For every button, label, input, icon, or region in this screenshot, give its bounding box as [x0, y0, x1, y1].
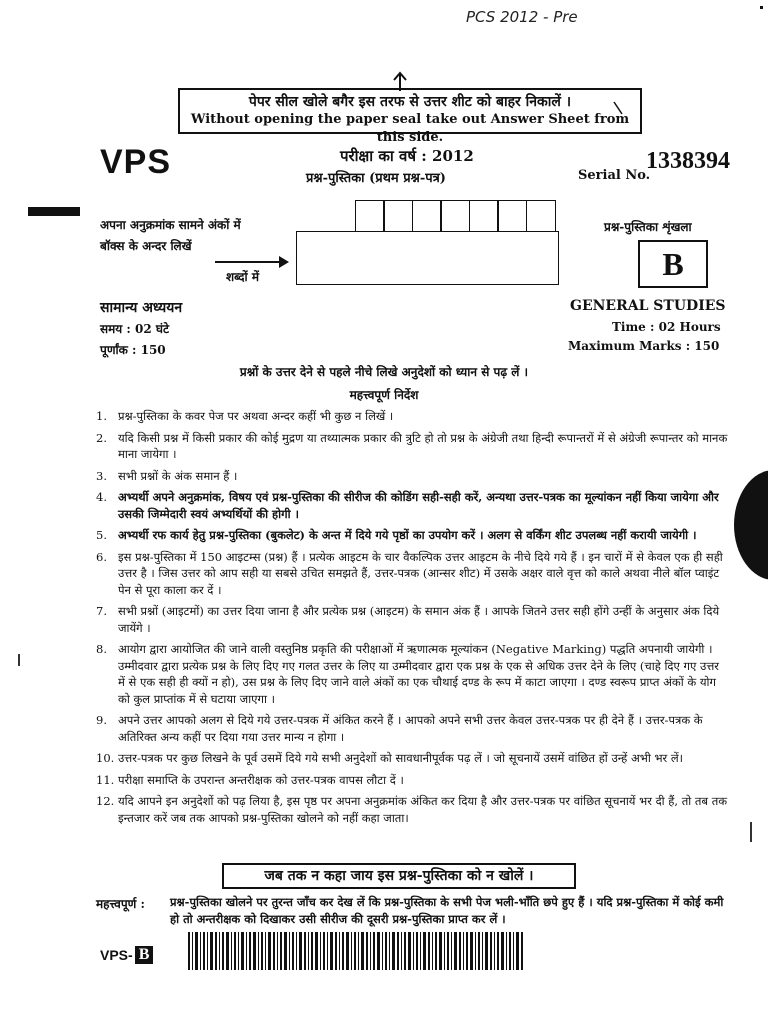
roll-digit-box[interactable]	[355, 200, 385, 232]
time-hindi: समय : 02 घंटे	[100, 322, 170, 336]
marks-hindi: पूर्णांक : 150	[100, 343, 166, 357]
roll-digit-box[interactable]	[526, 200, 556, 232]
right-arrow-icon	[279, 256, 289, 268]
important-heading: महत्त्वपूर्ण निर्देश	[349, 388, 419, 402]
vps-logo: VPS	[100, 143, 172, 181]
marks-english: Maximum Marks : 150	[568, 339, 720, 353]
roll-digit-box[interactable]	[412, 200, 442, 232]
exam-year: परीक्षा का वर्ष : 2012	[340, 147, 474, 165]
list-item: 4. अभ्यर्थी अपने अनुक्रमांक, विषय एवं प्रश्न-पुस्तिका की सीरीज की कोडिंग सही-सही करें, अन्यथा उत्तर-पत्रक का मूल्यांकन नहीं किया जायेगा और उसकी जिम्मेदारी स्वयं अभ्यर्थियों की होगी ।	[96, 490, 719, 521]
serial-label: Serial No.	[578, 168, 651, 183]
time-english: Time : 02 Hours	[612, 320, 721, 334]
roll-in-words-box[interactable]	[296, 231, 559, 285]
edge-mark	[18, 654, 20, 666]
roll-digit-box[interactable]	[383, 200, 413, 232]
subject-hindi: सामान्य अध्ययन	[100, 300, 183, 316]
answer-sheet-banner	[178, 88, 642, 145]
do-not-open-notice: जब तक न कहा जाय इस प्रश्न-पुस्तिका को न खोलें ।	[222, 863, 576, 889]
banner-english: Without opening the paper seal take out Answer Sheet from this side.	[190, 112, 630, 145]
margin-mark	[28, 207, 80, 216]
note-text: प्रश्न-पुस्तिका खोलने पर तुरन्त जाँच कर देख लें कि प्रश्न-पुस्तिका के सभी पेज भली-भाँति छपे हुए हैं । यदि प्रश्न-पुस्तिका में कोई कमी हो तो अन्तरीक्षक को दिखाकर उसी सीरीज की दूसरी प्रश्न-पुस्तिका प्राप्त कर लें ।	[170, 895, 724, 926]
roll-instruction-1: अपना अनुक्रमांक सामने अंकों में	[100, 218, 241, 232]
booklet-title: प्रश्न-पुस्तिका (प्रथम प्रश्न-पत्र)	[306, 171, 446, 186]
series-footer	[100, 946, 153, 964]
list-item: 10. उत्तर-पत्रक पर कुछ लिखने के पूर्व उसमें दिये गये सभी अनुदेशों को सावधानीपूर्वक पढ़ लें । जो सूचनायें उसमें वांछित हों उन्हें अभी भर लें।	[96, 751, 684, 765]
series-label: प्रश्न-पुस्तिका शृंखला	[604, 220, 692, 234]
barcode	[188, 932, 524, 970]
list-item: 9. अपने उत्तर आपको अलग से दिये गये उत्तर-पत्रक में अंकित करने हैं । आपको अपने सभी उत्तर केवल उत्तर-पत्रक पर ही देने हैं । उत्तर-पत्रक के अतिरिक्त अन्य कहीं पर दिया गया उत्तर मान्य न होगा ।	[96, 713, 703, 744]
ink-mark	[760, 6, 763, 9]
arrow-line	[215, 261, 283, 263]
list-item: 12. यदि आपने इन अनुदेशों को पढ़ लिया है, इस पृष्ठ पर अपना अनुक्रमांक अंकित कर दिया है और उत्तर-पत्रक पर वांछित सूचनायें भर दी हैं, तो तब तक इन्तजार करें जब तक आपको प्रश्न-पुस्तिका खोलने को नहीं कहा जाता।	[96, 794, 728, 825]
tick-mark	[612, 100, 626, 116]
subject-english: GENERAL STUDIES	[570, 298, 726, 314]
list-item: 1. प्रश्न-पुस्तिका के कवर पेज पर अथवा अन्दर कहीं भी कुछ न लिखें ।	[96, 409, 394, 423]
roll-digit-box[interactable]	[497, 200, 527, 232]
roll-digit-box[interactable]	[469, 200, 499, 232]
list-item: 11. परीक्षा समाप्ति के उपरान्त अन्तरीक्षक को उत्तर-पत्रक वापस लौटा दें ।	[96, 772, 404, 787]
list-item: 7. सभी प्रश्नों (आइटमों) का उत्तर दिया जाना है और प्रत्येक प्रश्न (आइटम) के समान अंक हैं । आपके जितने उत्तर सही होंगे उन्हीं के अनुसार अंक दिये जायेंगे ।	[96, 604, 720, 635]
roll-digit-box[interactable]	[440, 200, 470, 232]
series-code-box: B	[638, 240, 708, 288]
banner-hindi: पेपर सील खोले बगैर इस तरफ से उत्तर शीट को बाहर निकालें ।	[248, 94, 572, 110]
edge-mark	[750, 822, 752, 842]
roll-number-boxes[interactable]	[356, 200, 556, 232]
handwritten-note: PCS 2012 - Pre	[466, 8, 578, 26]
footer-prefix: VPS-	[100, 947, 133, 963]
note-label: महत्त्वपूर्ण :	[96, 897, 145, 911]
instructions-heading: प्रश्नों के उत्तर देने से पहले नीचे लिखे अनुदेशों को ध्यान से पढ़ लें ।	[239, 365, 529, 379]
list-item: 3. सभी प्रश्नों के अंक समान हैं ।	[96, 468, 238, 483]
roll-instruction-2: बॉक्स के अन्दर लिखें	[100, 239, 192, 253]
list-item: 8. आयोग द्वारा आयोजित की जाने वाली वस्तुनिष्ठ प्रकृति की परीक्षाओं में ऋणात्मक मूल्यांकन (Negative Marking) पद्धति अपनायी जायेगी । उम्मीदवार द्वारा प्रत्येक प्रश्न के लिए दिए गए गलत उत्तर के लिए या उम्मीदवार द्वारा एक प्रश्न के एक से अधिक उत्तर देने के लिए (चाहे दिए गए उत्तर में से एक सही ही क्यों न हो), उस प्रश्न के लिए दिए जाने वाले अंकों का एक चौथाई दण्ड के रूप में काटा जाएगा । दण्ड स्वरूप प्राप्त अंकों के योग को कुल प्राप्तांक में से घटाया जाएगा ।	[96, 642, 719, 706]
footer-series-code: B	[135, 946, 154, 964]
in-words-label: शब्दों में	[226, 270, 259, 284]
list-item: 6. इस प्रश्न-पुस्तिका में 150 आइटम्स (प्रश्न) हैं । प्रत्येक आइटम के चार वैकल्पिक उत्तर आइटम के नीचे दिये गये हैं । इन चारों में से केवल एक ही सही उत्तर है । जिस उत्तर को आप सही या सबसे उचित समझते हैं, उत्तर-पत्रक (आन्सर शीट) में उसके अक्षर वाले वृत्त को काले अथवा नीले बॉल प्वाइंट पेन से पूरा काला कर दें ।	[96, 549, 723, 597]
instructions-list	[96, 408, 728, 831]
list-item: 5. अभ्यर्थी रफ कार्य हेतु प्रश्न-पुस्तिका (बुकलेट) के अन्त में दिये गये पृष्ठों का उपयोग करें । अलग से वर्किंग शीट उपलब्ध नहीं करायी जायेगी ।	[96, 528, 697, 542]
list-item: 2. यदि किसी प्रश्न में किसी प्रकार की कोई मुद्रण या तथ्यात्मक प्रकार की त्रुटि हो तो प्रश्न के अंग्रेजी तथा हिन्दी रूपान्तरों में से अंग्रेजी रूपान्तर को मानक माना जायेगा ।	[96, 430, 728, 461]
serial-number: 1338394	[646, 148, 730, 174]
punch-hole	[734, 470, 768, 580]
